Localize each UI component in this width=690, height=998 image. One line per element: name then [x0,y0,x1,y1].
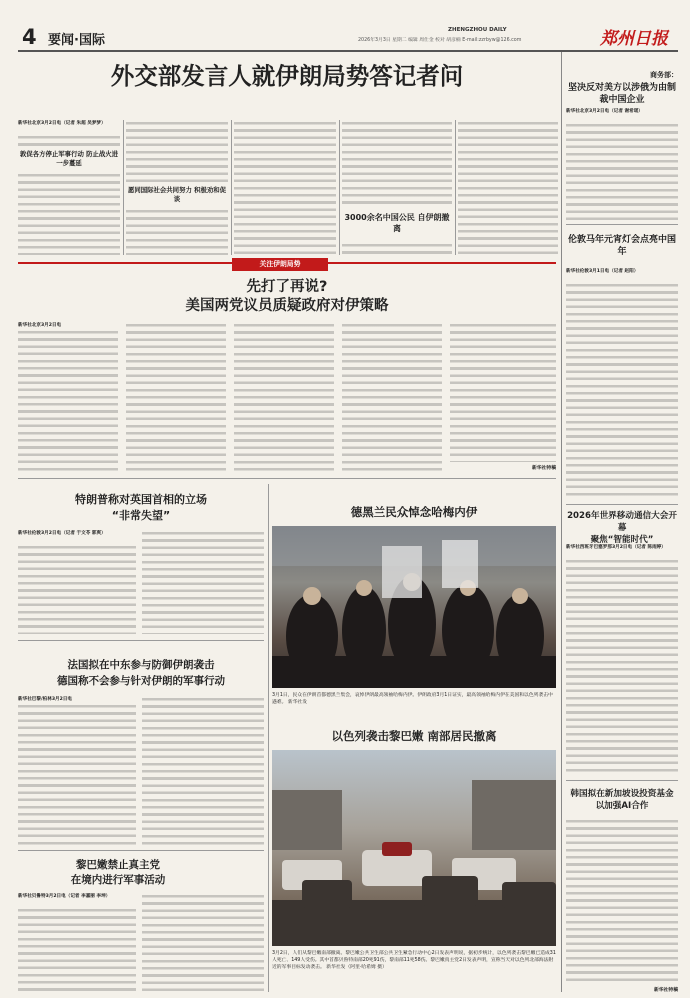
masthead-rule [18,50,678,52]
lead-text [18,172,120,255]
special-col-4 [342,322,442,472]
mwc-headline-2: 聚焦“智能时代” [590,535,654,545]
lebanon-headline-1: 黎巴嫩禁止真主党 [76,859,160,871]
lebanon-dateline: 新华社贝鲁特3月2日电（记者 李嘉丽 李坤） [18,894,111,899]
lead-text [126,120,228,182]
mwc-text [566,558,678,775]
trump-dateline: 新华社伦敦3月2日电（记者 于文苓 郭爽） [18,531,106,536]
col-rule [339,120,340,255]
crowd-image [272,526,556,688]
lead-subhead-1: 敦促各方停止军事行动 防止战火进一步蔓延 [19,150,119,167]
france-text [18,703,136,846]
trump-headline-2: “非常失望” [111,509,171,522]
page-number: 4 [22,25,37,49]
lead-col-5 [458,120,558,255]
lebanon-text [18,907,136,993]
special-headline-1: 先打了再说? [246,279,328,295]
lantern-text [566,282,678,500]
israel-headline: 以色列袭击黎巴嫩 南部居民撤离 [331,729,497,743]
lantern-headline: 伦敦马年元宵灯会点亮中国年 [567,235,676,257]
trump-headline-1: 特朗普称对英国首相的立场 [75,493,207,506]
special-text [450,322,556,462]
commerce-article [566,70,678,220]
lebanon-headline-2: 在境内进行军事活动 [70,874,166,886]
lead-subhead-2: 愿同国际社会共同努力 积极劝和促谈 [127,186,227,203]
lantern-article [566,228,678,500]
commerce-headline: 坚决反对美方以涉俄为由制裁中国企业 [567,83,676,105]
france-col-1 [18,696,136,846]
section-rule [18,478,556,479]
korea-byline: 新华社特稿 [654,988,678,993]
lebanon-col-1 [18,893,136,993]
special-col-3 [234,322,334,472]
korea-headline-2: 以加强AI合作 [595,801,649,811]
lead-text [18,134,120,146]
france-col-2 [142,696,264,846]
section-rule [566,780,678,781]
mwc-dateline: 新华社西班牙巴塞罗那3月2日电（记者 陈雨婷） [566,545,666,550]
france-dateline: 新华社巴黎/柏林3月2日电 [18,697,73,702]
traffic-image [272,750,556,946]
lantern-dateline: 新华社伦敦3月1日电（记者 赵阳） [566,269,639,274]
lead-dateline: 新华社北京3月2日电（记者 朱超 吴梦梦） [18,121,106,126]
section-rule [566,504,678,505]
paper-logo: 郑州日报 [600,29,668,49]
lead-subhead-3: 3000余名中国公民 自伊朗撤离 [344,213,450,233]
lead-col-3 [234,120,336,255]
date-line: 2026年3月3日 星期二 编辑 周仕金 校对 胡彦楠 E-mail:zzrbyw@126.com [358,38,522,43]
lead-text [126,208,228,255]
section-rule [566,224,678,225]
korea-text [566,818,678,981]
lebanon-col-2 [142,893,264,993]
special-banner: 关注伊朗局势 [232,258,328,271]
evacuation-caption: 3月2日，人们从黎巴嫩南部撤离。黎巴嫩公共卫生部公共卫生紧急行动中心2日发表声明说，据初步统计，以色列袭击黎巴嫩已造成31人死亡、149人受伤。其中首都贝鲁特南部20死91伤，黎南部11死58伤。黎巴嫩真主党2日发表声明，宣称当天对以色列北部海法附近的军事目标发动袭击。 新华社发（阿里·哈希姆 摄） [272,951,556,970]
trump-col-1 [18,530,136,634]
commerce-text [566,122,678,220]
commerce-kicker: 商务部： [650,71,678,79]
tehran-headline: 德黑兰民众悼念哈梅内伊 [350,505,478,519]
special-headline-2: 美国两党议员质疑政府对伊策略 [185,298,389,314]
lead-text [342,120,452,206]
tehran-photo [272,526,556,688]
evacuation-photo [272,750,556,946]
right-column-rule [561,52,562,992]
masthead [18,27,678,47]
commerce-dateline: 新华社北京3月2日电（记者 谢希瑶） [566,109,643,114]
lead-col-2 [126,120,228,255]
mwc-article [566,510,678,775]
lead-text [342,242,452,255]
tehran-caption: 3月1日，民众在伊朗首都德黑兰集会，哀悼伊朗最高领袖哈梅内伊。伊朗政府3月1日证实，最高领袖哈梅内伊在美国和以色列袭击中遇难。 新华社发 [272,693,553,705]
col-rule [455,120,456,255]
special-text [18,329,118,472]
lead-headline: 外交部发言人就伊朗局势答记者问 [110,62,464,90]
paper-english-name: ZHENGZHOU DAILY [448,27,507,33]
lead-col-4 [342,120,452,255]
mwc-headline-1: 2026年世界移动通信大会开幕 [567,511,677,533]
special-col-2 [126,322,226,472]
section-rule [18,850,264,851]
france-headline-1: 法国拟在中东参与防御伊朗袭击 [67,659,215,671]
korea-article [566,788,678,993]
special-col-5 [450,322,556,472]
special-col-1 [18,322,118,472]
trump-text [18,544,136,634]
special-byline: 新华社特稿 [532,465,556,471]
lead-col-1 [18,120,120,255]
trump-col-2 [142,530,264,634]
section-rule [18,640,264,641]
col-rule [123,120,124,255]
france-headline-2: 德国称不会参与针对伊朗的军事行动 [57,675,225,687]
col-rule [268,484,269,992]
korea-headline-1: 韩国拟在新加坡设投资基金 [570,789,674,799]
section-name: 要闻·国际 [48,33,105,48]
col-rule [231,120,232,255]
special-dateline: 新华社北京3月2日电 [18,323,62,328]
